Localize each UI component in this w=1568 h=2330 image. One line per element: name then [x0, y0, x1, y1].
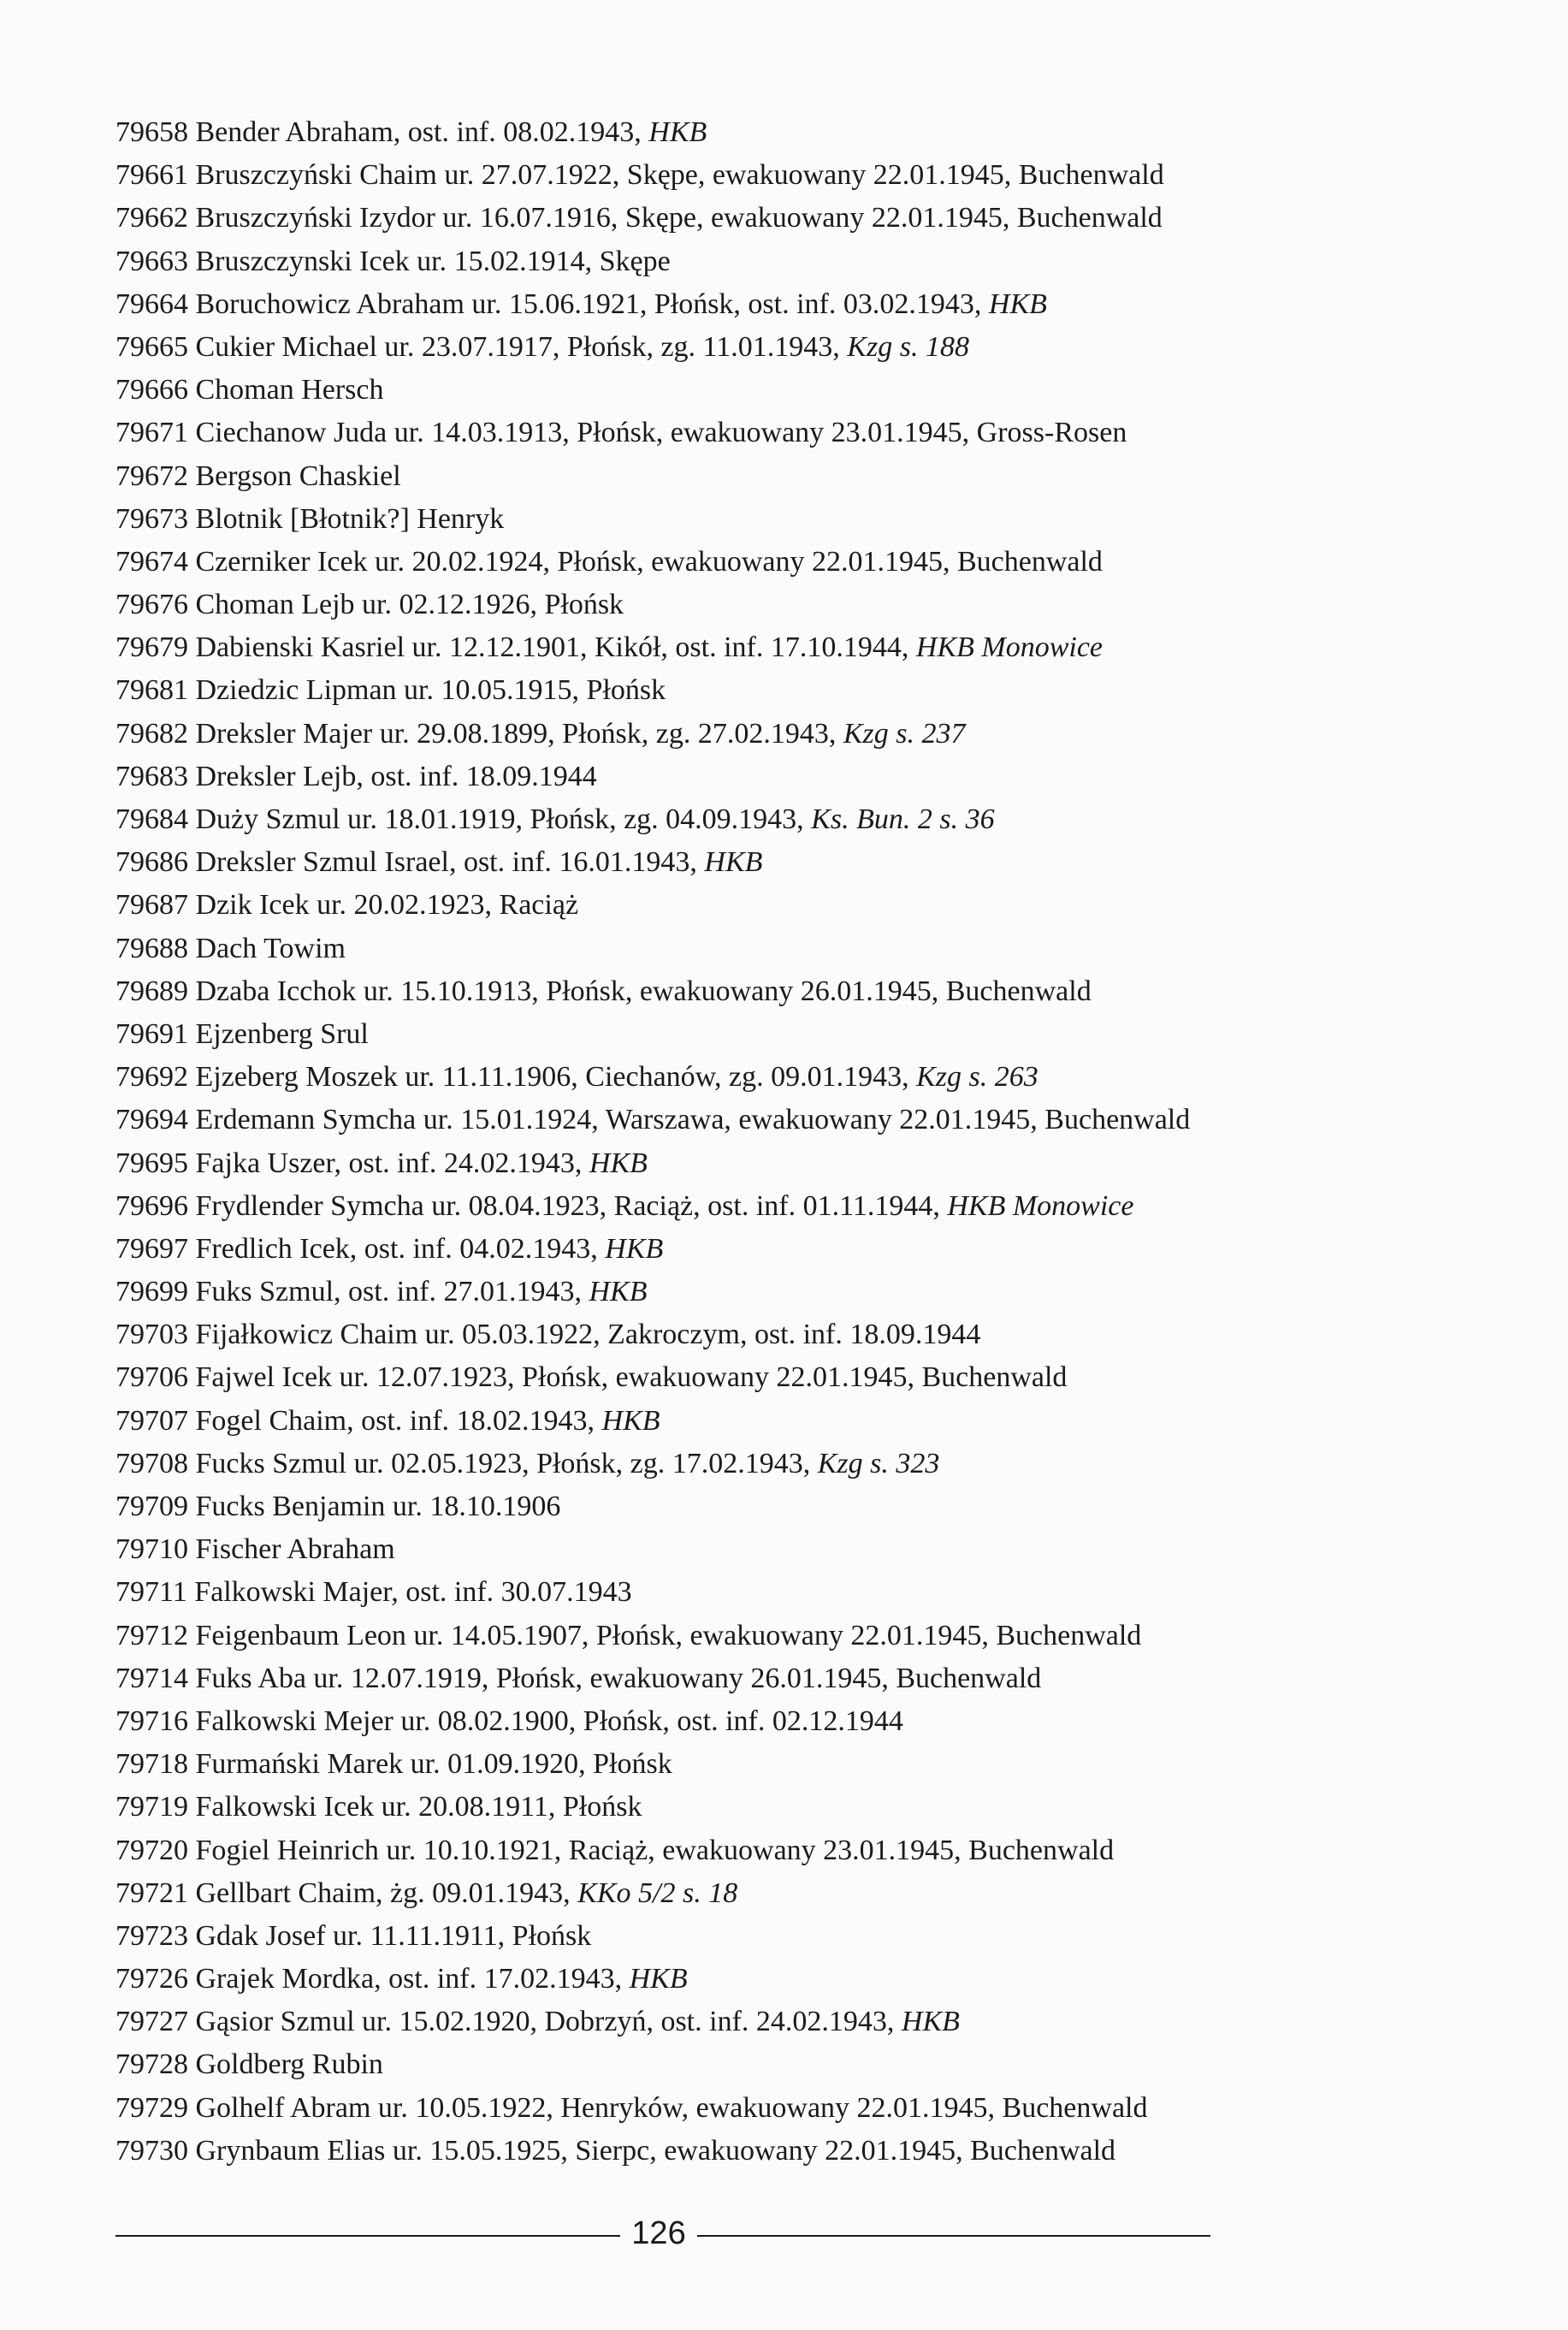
entry-source: HKB Monowice — [947, 1189, 1134, 1222]
entry-text: 79712 Feigenbaum Leon ur. 14.05.1907, Płońsk, ewakuowany 22.01.1945, Buchenwald — [115, 1619, 1142, 1651]
entry-text: 79718 Furmański Marek ur. 01.09.1920, Płońsk — [115, 1748, 672, 1781]
list-item — [115, 1872, 1484, 1915]
list-item — [115, 756, 1484, 798]
entry-text: 79673 Blotnik [Błotnik?] Henryk — [115, 502, 505, 535]
list-item — [115, 1657, 1484, 1700]
list-item — [115, 1313, 1484, 1356]
entry-text: 79707 Fogel Chaim, ost. inf. 18.02.1943, — [115, 1404, 602, 1437]
page-footer — [0, 2208, 1568, 2259]
list-item — [115, 1271, 1484, 1313]
entry-source: HKB — [704, 846, 763, 879]
entry-text: 79726 Grajek Mordka, ost. inf. 17.02.1943, — [115, 1963, 630, 1995]
entry-text: 79683 Dreksler Lejb, ost. inf. 18.09.1944 — [115, 760, 597, 792]
entry-text: 79691 Ejzenberg Srul — [115, 1017, 369, 1050]
entry-text: 79710 Fischer Abraham — [115, 1533, 395, 1566]
entry-text: 79692 Ejzeberg Moszek ur. 11.11.1906, Ciechanów, zg. 09.01.1943, — [115, 1061, 917, 1094]
entry-source: KKo 5/2 s. 18 — [577, 1876, 738, 1909]
list-item — [115, 626, 1484, 669]
entry-text: 79730 Grynbaum Elias ur. 15.05.1925, Sierpc, ewakuowany 22.01.1945, Buchenwald — [115, 2134, 1116, 2167]
list-item — [115, 1099, 1484, 1141]
entry-text: 79661 Bruszczyński Chaim ur. 27.07.1922, Skępe, ewakuowany 22.01.1945, Buchenwald — [115, 159, 1164, 192]
entry-text: 79723 Gdak Josef ur. 11.11.1911, Płońsk — [115, 1919, 592, 1952]
entry-text: 79721 Gellbart Chaim, żg. 09.01.1943, — [115, 1876, 578, 1909]
list-item — [115, 240, 1484, 283]
entry-text: 79728 Goldberg Rubin — [115, 2048, 383, 2081]
entry-text: 79684 Duży Szmul ur. 18.01.1919, Płońsk, zg. 04.09.1943, — [115, 803, 812, 835]
list-item — [115, 2001, 1484, 2043]
entry-source: Ks. Bun. 2 s. 36 — [811, 803, 995, 835]
entry-list — [115, 111, 1484, 2173]
list-item — [115, 669, 1484, 712]
list-item — [115, 970, 1484, 1013]
list-item — [115, 884, 1484, 927]
list-item — [115, 1142, 1484, 1185]
list-item — [115, 283, 1484, 326]
list-item — [115, 1485, 1484, 1528]
entry-source: Kzg s. 263 — [916, 1061, 1038, 1094]
list-item — [115, 1400, 1484, 1443]
list-item — [115, 1615, 1484, 1657]
list-item — [115, 541, 1484, 584]
entry-text: 79699 Fuks Szmul, ost. inf. 27.01.1943, — [115, 1276, 589, 1308]
list-item — [115, 1743, 1484, 1786]
list-item — [115, 1958, 1484, 2001]
entry-source: HKB Monowice — [915, 631, 1104, 664]
list-item — [115, 1528, 1484, 1571]
list-item — [115, 455, 1484, 498]
list-item — [115, 713, 1484, 756]
footer-rule-right — [697, 2235, 1210, 2237]
list-item — [115, 1443, 1484, 1485]
list-item — [115, 841, 1484, 884]
entry-text: 79703 Fijałkowicz Chaim ur. 05.03.1922, Zakroczym, ost. inf. 18.09.1944 — [115, 1319, 981, 1351]
entry-source: HKB — [589, 1276, 648, 1308]
entry-text: 79727 Gąsior Szmul ur. 15.02.1920, Dobrzyń, ost. inf. 24.02.1943, — [115, 2006, 902, 2038]
list-item — [115, 1829, 1484, 1872]
entry-text: 79714 Fuks Aba ur. 12.07.1919, Płońsk, ewakuowany 26.01.1945, Buchenwald — [115, 1662, 1042, 1694]
list-item — [115, 197, 1484, 240]
entry-text: 79697 Fredlich Icek, ost. inf. 04.02.1943, — [115, 1232, 606, 1265]
list-item — [115, 498, 1484, 541]
page-number: 126 — [631, 2215, 686, 2251]
list-item — [115, 1056, 1484, 1099]
entry-text: 79679 Dabienski Kasriel ur. 12.12.1901, Kikół, ost. inf. 17.10.1944, — [115, 631, 916, 664]
list-item — [115, 584, 1484, 626]
entry-text: 79689 Dzaba Icchok ur. 15.10.1913, Płońsk, ewakuowany 26.01.1945, Buchenwald — [115, 975, 1092, 1007]
entry-text: 79694 Erdemann Symcha ur. 15.01.1924, Warszawa, ewakuowany 22.01.1945, Buchenwald — [115, 1104, 1191, 1136]
entry-text: 79687 Dzik Icek ur. 20.02.1923, Raciąż — [115, 889, 579, 922]
entry-text: 79664 Boruchowicz Abraham ur. 15.06.1921, Płońsk, ost. inf. 03.02.1943, — [115, 288, 989, 320]
entry-source: HKB — [648, 116, 707, 148]
entry-text: 79729 Golhelf Abram ur. 10.05.1922, Henryków, ewakuowany 22.01.1945, Buchenwald — [115, 2091, 1148, 2124]
list-item — [115, 1185, 1484, 1228]
list-item — [115, 2087, 1484, 2130]
list-item — [115, 412, 1484, 454]
list-item — [115, 1356, 1484, 1399]
list-item — [115, 1915, 1484, 1958]
entry-text: 79658 Bender Abraham, ost. inf. 08.02.1943, — [115, 116, 649, 148]
entry-source: HKB — [629, 1963, 688, 1995]
entry-source: HKB — [589, 1147, 648, 1179]
entry-text: 79662 Bruszczyński Izydor ur. 16.07.1916, Skępe, ewakuowany 22.01.1945, Buchenwald — [115, 202, 1163, 234]
entry-text: 79681 Dziedzic Lipman ur. 10.05.1915, Płońsk — [115, 674, 666, 707]
entry-text: 79709 Fucks Benjamin ur. 18.10.1906 — [115, 1491, 561, 1522]
entry-text: 79672 Bergson Chaskiel — [115, 459, 401, 492]
entry-source: HKB — [901, 2006, 960, 2038]
entry-text: 79719 Falkowski Icek ur. 20.08.1911, Płońsk — [115, 1791, 642, 1823]
entry-text: 79665 Cukier Michael ur. 23.07.1917, Płońsk, zg. 11.01.1943, — [115, 330, 848, 363]
list-item — [115, 111, 1484, 154]
entry-source: Kzg s. 323 — [817, 1447, 940, 1479]
list-item — [115, 1786, 1484, 1829]
list-item — [115, 154, 1484, 197]
list-item — [115, 2043, 1484, 2086]
list-item — [115, 326, 1484, 369]
entry-source: HKB — [601, 1404, 660, 1437]
entry-text: 79666 Choman Hersch — [115, 374, 384, 406]
list-item — [115, 1013, 1484, 1056]
entry-text: 79708 Fucks Szmul ur. 02.05.1923, Płońsk, zg. 17.02.1943, — [115, 1447, 818, 1479]
entry-text: 79682 Dreksler Majer ur. 29.08.1899, Płońsk, zg. 27.02.1943, — [115, 717, 843, 750]
entry-source: Kzg s. 237 — [843, 717, 966, 750]
entry-text: 79695 Fajka Uszer, ost. inf. 24.02.1943, — [115, 1147, 589, 1179]
entry-source: HKB — [605, 1232, 664, 1265]
list-item — [115, 369, 1484, 412]
entry-source: Kzg s. 188 — [847, 330, 969, 363]
entry-source: HKB — [988, 288, 1047, 320]
entry-text: 79663 Bruszczynski Icek ur. 15.02.1914, Skępe — [115, 245, 671, 277]
list-item — [115, 2130, 1484, 2173]
entry-text: 79716 Falkowski Mejer ur. 08.02.1900, Płońsk, ost. inf. 02.12.1944 — [115, 1705, 903, 1737]
list-item — [115, 928, 1484, 970]
entry-text: 79696 Frydlender Symcha ur. 08.04.1923, Raciąż, ost. inf. 01.11.1944, — [115, 1189, 948, 1222]
entry-text: 79686 Dreksler Szmul Israel, ost. inf. 16.01.1943, — [115, 846, 705, 879]
list-item — [115, 1700, 1484, 1743]
entry-text: 79676 Choman Lejb ur. 02.12.1926, Płońsk — [115, 589, 624, 621]
entry-text: 79706 Fajwel Icek ur. 12.07.1923, Płońsk, ewakuowany 22.01.1945, Buchenwald — [115, 1361, 1068, 1394]
entry-text: 79674 Czerniker Icek ur. 20.02.1924, Płońsk, ewakuowany 22.01.1945, Buchenwald — [115, 545, 1103, 578]
footer-rule-left — [115, 2235, 620, 2237]
list-item — [115, 1571, 1484, 1614]
entry-text: 79720 Fogiel Heinrich ur. 10.10.1921, Raciąż, ewakuowany 23.01.1945, Buchenwald — [115, 1834, 1115, 1866]
list-item — [115, 798, 1484, 841]
entry-text: 79671 Ciechanow Juda ur. 14.03.1913, Płońsk, ewakuowany 23.01.1945, Gross-Rosen — [115, 417, 1127, 449]
entry-text: 79711 Falkowski Majer, ost. inf. 30.07.1943 — [115, 1576, 632, 1609]
list-item — [115, 1228, 1484, 1271]
entry-text: 79688 Dach Towim — [115, 932, 346, 964]
